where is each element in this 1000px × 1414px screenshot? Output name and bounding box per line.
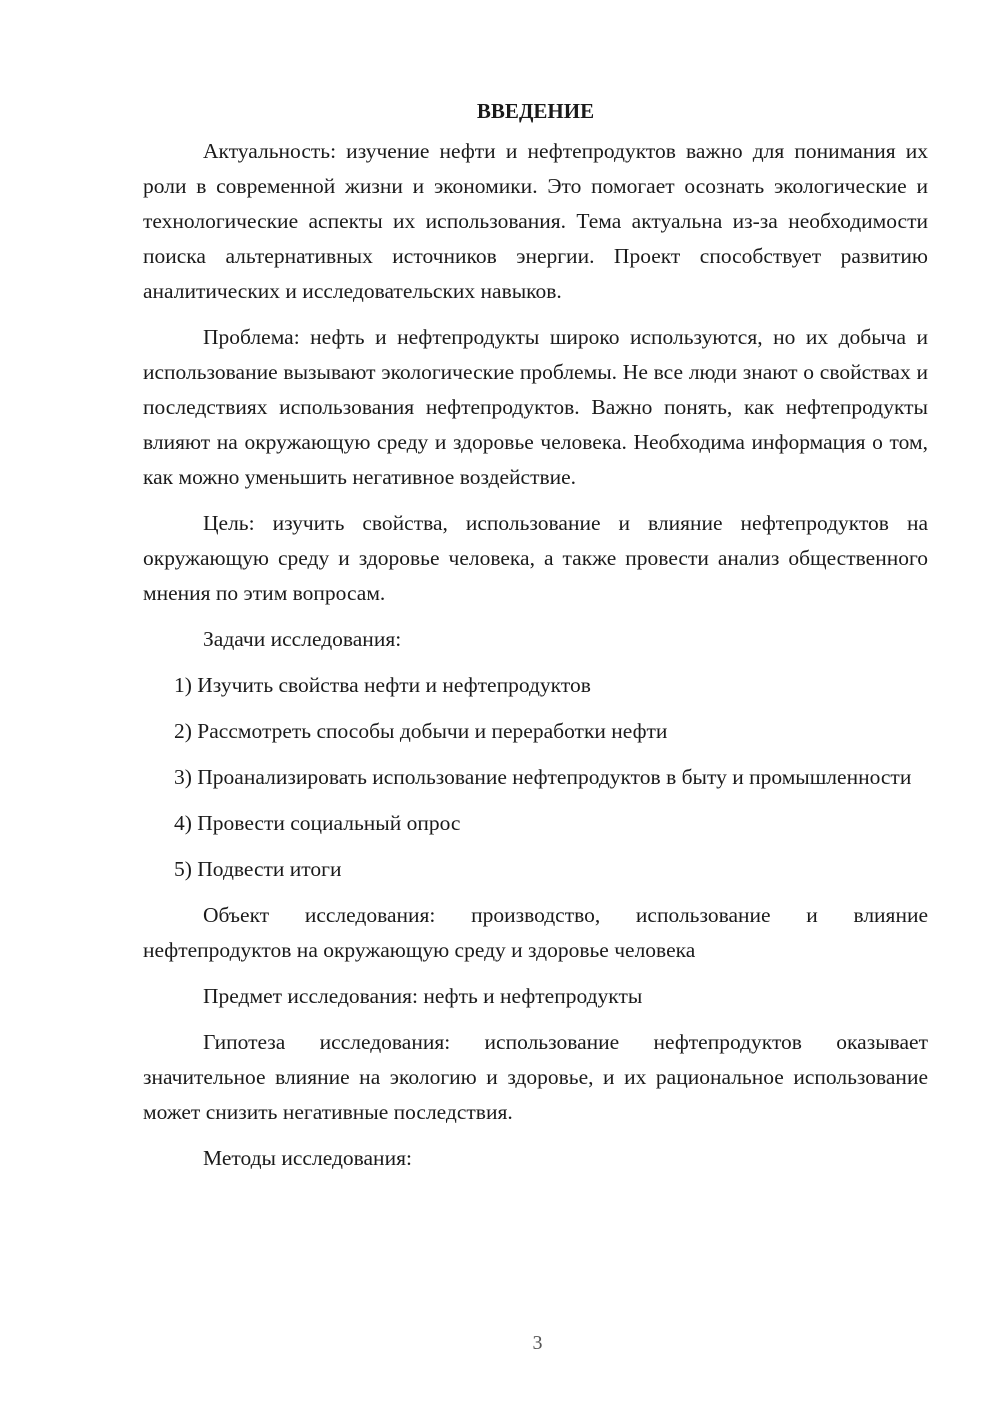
paragraph-goal: Цель: изучить свойства, использование и влияние нефтепродуктов на окружающую среду и здоровье человека, а также провести анализ общественного мнения по этим вопросам. — [143, 511, 928, 605]
page-number: 3 — [532, 1332, 543, 1354]
paragraph-object: Объект исследования: производство, использование и влияние нефтепродуктов на окружающую среду и здоровье человека — [143, 903, 928, 962]
page-title: ВВЕДЕНИЕ — [476, 99, 595, 123]
task-item-2: 2) Рассмотреть способы добычи и переработки нефти — [174, 719, 668, 743]
paragraph-subject: Предмет исследования: нефть и нефтепродукты — [203, 984, 643, 1008]
methods-heading: Методы исследования: — [203, 1146, 412, 1170]
task-item-3: 3) Проанализировать использование нефтепродуктов в быту и промышленности — [174, 765, 912, 789]
paragraph-relevance: Актуальность: изучение нефти и нефтепродуктов важно для понимания их роли в современной жизни и экономики. Это помогает осознать экологические и технологические аспекты их использования. Тема актуальна из-за необходимости поиска альтернативных источников энергии. Проект способствует развитию аналитических и исследовательских навыков. — [143, 139, 928, 303]
tasks-heading: Задачи исследования: — [203, 627, 402, 651]
task-item-4: 4) Провести социальный опрос — [174, 811, 461, 835]
task-item-5: 5) Подвести итоги — [174, 857, 342, 881]
paragraph-problem: Проблема: нефть и нефтепродукты широко используются, но их добыча и использование вызывают экологические проблемы. Не все люди знают о свойствах и последствиях использования нефтепродуктов. Важно понять, как нефтепродукты влияют на окружающую среду и здоровье человека. Необходима информация о том, как можно уменьшить негативное воздействие. — [143, 325, 928, 489]
page-content — [143, 96, 928, 1187]
paragraph-hypothesis: Гипотеза исследования: использование нефтепродуктов оказывает значительное влияние на экологию и здоровье, и их рациональное использование может снизить негативные последствия. — [143, 1030, 928, 1124]
task-item-1: 1) Изучить свойства нефти и нефтепродуктов — [174, 673, 591, 697]
